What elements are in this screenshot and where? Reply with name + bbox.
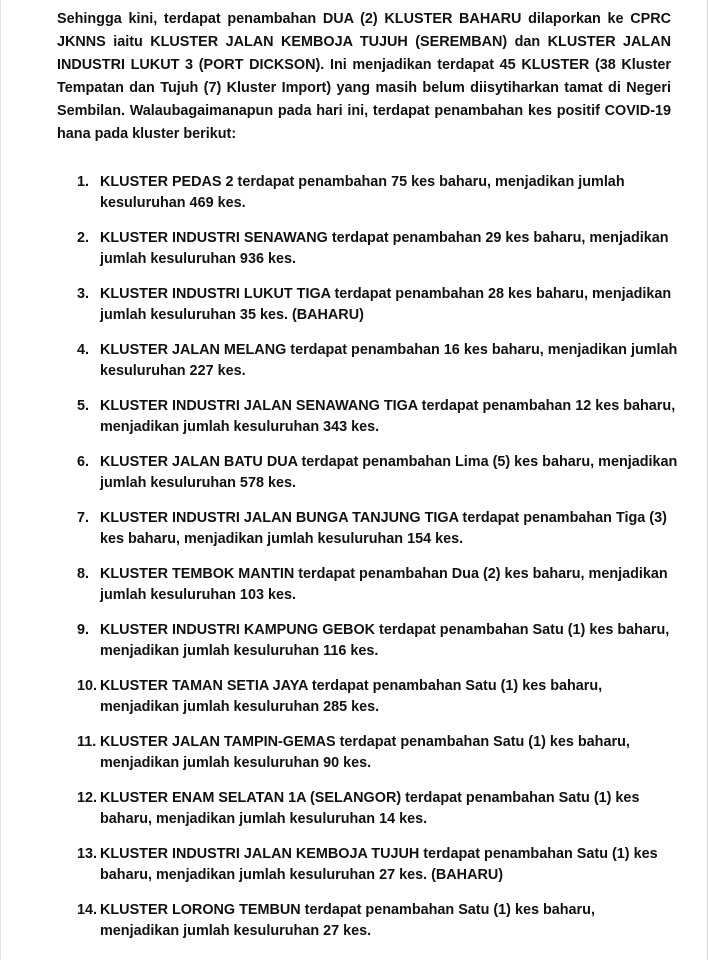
list-item-text: KLUSTER INDUSTRI KAMPUNG GEBOK terdapat penambahan Satu (1) kes baharu, menjadikan jumlah kesuluruhan 116 kes. bbox=[100, 622, 670, 659]
list-item-number: 4. bbox=[77, 342, 90, 358]
list-item-text: KLUSTER LORONG TEMBUN terdapat penambahan Satu (1) kes baharu, menjadikan jumlah kesuluruhan 27 kes. bbox=[100, 902, 595, 939]
list-item-text: KLUSTER INDUSTRI JALAN BUNGA TANJUNG TIGA terdapat penambahan Tiga (3) kes baharu, menjadikan jumlah kesuluruhan 154 kes. bbox=[100, 510, 667, 547]
list-item-text: KLUSTER PEDAS 2 terdapat penambahan 75 kes baharu, menjadikan jumlah kesuluruhan 469 kes. bbox=[100, 174, 625, 211]
list-item-text: KLUSTER INDUSTRI LUKUT TIGA terdapat penambahan 28 kes baharu, menjadikan jumlah kesuluruhan 35 kes. (BAHARU) bbox=[100, 286, 672, 323]
list-item bbox=[1, 844, 708, 900]
list-item bbox=[1, 508, 708, 564]
list-item bbox=[1, 900, 708, 956]
list-item bbox=[1, 452, 708, 508]
list-item-number: 14. bbox=[77, 902, 98, 918]
list-item-number: 9. bbox=[77, 622, 90, 638]
list-item bbox=[1, 620, 708, 676]
list-item bbox=[1, 732, 708, 788]
list-item-text: KLUSTER INDUSTRI SENAWANG terdapat penambahan 29 kes baharu, menjadikan jumlah kesuluruhan 936 kes. bbox=[100, 230, 669, 267]
list-item bbox=[1, 396, 708, 452]
list-item-text: KLUSTER JALAN MELANG terdapat penambahan 16 kes baharu, menjadikan jumlah kesuluruhan 227 kes. bbox=[100, 342, 678, 379]
list-item-number: 12. bbox=[77, 790, 98, 806]
list-item-number: 6. bbox=[77, 454, 90, 470]
list-item-text: KLUSTER TEMBOK MANTIN terdapat penambahan Dua (2) kes baharu, menjadikan jumlah kesuluruhan 103 kes. bbox=[100, 566, 668, 603]
list-item-number: 10. bbox=[77, 678, 98, 694]
list-item-number: 1. bbox=[77, 174, 90, 190]
list-item-text: KLUSTER ENAM SELATAN 1A (SELANGOR) terdapat penambahan Satu (1) kes baharu, menjadikan jumlah kesuluruhan 14 kes. bbox=[100, 790, 640, 827]
list-item-number: 13. bbox=[77, 846, 98, 862]
list-item-text: KLUSTER JALAN BATU DUA terdapat penambahan Lima (5) kes baharu, menjadikan jumlah kesuluruhan 578 kes. bbox=[100, 454, 678, 491]
list-item-text: KLUSTER TAMAN SETIA JAYA terdapat penambahan Satu (1) kes baharu, menjadikan jumlah kesuluruhan 285 kes. bbox=[100, 678, 603, 715]
list-item-number: 8. bbox=[77, 566, 90, 582]
list-item-number: 5. bbox=[77, 398, 90, 414]
intro-paragraph: Sehingga kini, terdapat penambahan DUA (2) KLUSTER BAHARU dilaporkan ke CPRC JKNNS iaitu KLUSTER JALAN KEMBOJA TUJUH (SEREMBAN) dan KLUSTER JALAN INDUSTRI LUKUT 3 (PORT DICKSON). Ini menjadikan terdapat 45 KLUSTER (38 Kluster Tempatan dan Tujuh (7) Kluster Import) yang masih belum diisytiharkan tamat di Negeri Sembilan. Walaubagaimanapun pada hari ini, terdapat penambahan kes positif COVID-19 hana pada kluster berikut: bbox=[57, 11, 671, 142]
list-item-text: KLUSTER JALAN TAMPIN-GEMAS terdapat penambahan Satu (1) kes baharu, menjadikan jumlah kesuluruhan 90 kes. bbox=[100, 734, 630, 771]
list-item bbox=[1, 340, 708, 396]
list-item bbox=[1, 228, 708, 284]
list-item-number: 11. bbox=[77, 734, 97, 750]
list-item bbox=[1, 676, 708, 732]
list-item-number: 7. bbox=[77, 510, 90, 526]
list-item-text: KLUSTER INDUSTRI JALAN KEMBOJA TUJUH terdapat penambahan Satu (1) kes baharu, menjadikan jumlah kesuluruhan 27 kes. (BAHARU) bbox=[100, 846, 658, 883]
list-item bbox=[1, 564, 708, 620]
list-item bbox=[1, 788, 708, 844]
list-item bbox=[1, 172, 708, 228]
list-item bbox=[1, 284, 708, 340]
cluster-list bbox=[1, 172, 708, 956]
list-item-number: 3. bbox=[77, 286, 90, 302]
list-item-number: 2. bbox=[77, 230, 90, 246]
list-item-text: KLUSTER INDUSTRI JALAN SENAWANG TIGA terdapat penambahan 12 kes baharu, menjadikan jumlah kesuluruhan 343 kes. bbox=[100, 398, 676, 435]
